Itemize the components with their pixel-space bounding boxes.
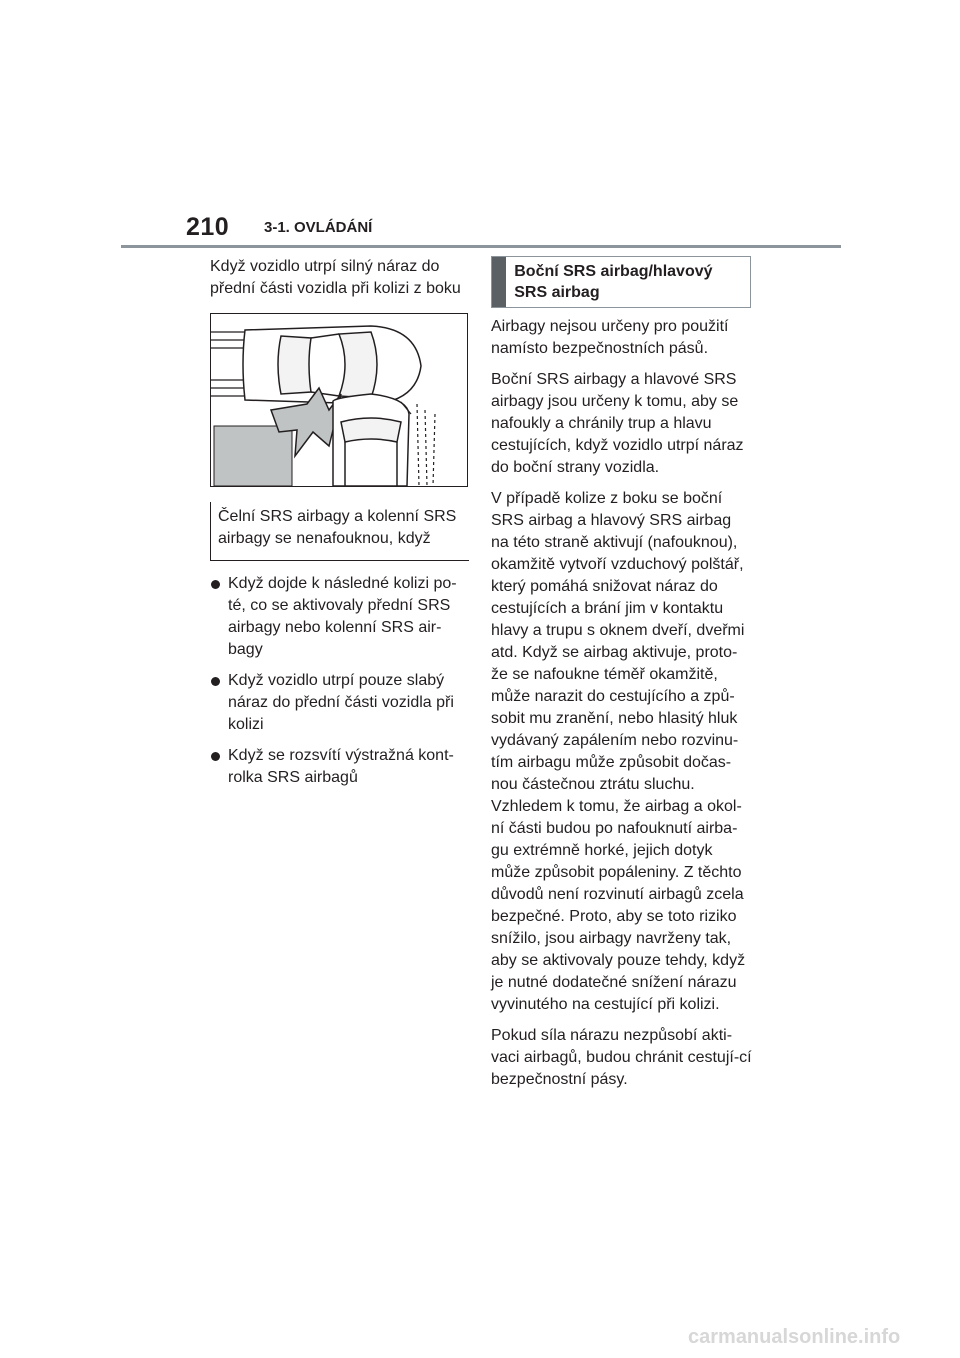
bullet-icon (211, 677, 220, 686)
note-box (210, 502, 469, 561)
note-text: Čelní SRS airbagy a kolenní SRS airbagy se nenafouknou, když (218, 508, 457, 547)
heading-accent-bar (492, 257, 506, 307)
paragraph: Boční SRS airbagy a hlavové SRS airbagy jsou určeny k tomu, aby se nafoukly a chránily trup a hlavu cestujících, když vozidlo utrpí náraz do boční strany vozidla. (491, 371, 744, 476)
page-number: 210 (186, 213, 230, 241)
list-item (210, 745, 472, 789)
side-collision-illustration (210, 313, 468, 487)
left-column (210, 256, 472, 798)
section-heading-box (491, 256, 751, 308)
list-item-text: Když vozidlo utrpí pouze slabý náraz do přední části vozidla při kolizi (228, 672, 454, 733)
car-horizontal (243, 326, 421, 404)
bullet-icon (211, 752, 220, 761)
list-item-text: Když dojde k následné kolizi po-té, co se aktivovaly přední SRS airbagy nebo kolenní SRS air-bagy (228, 575, 457, 658)
section-label: 3-1. OVLÁDÁNÍ (264, 219, 373, 236)
list-item (210, 573, 472, 661)
bullet-icon (211, 580, 220, 589)
watermark-text: carmanualsonline.info (688, 1326, 901, 1348)
list-item-text: Když se rozsvítí výstražná kont-rolka SRS airbagů (228, 747, 454, 786)
header-rule (121, 245, 841, 248)
intro-text: Když vozidlo utrpí silný náraz do přední části vozidla při kolizi z boku (210, 258, 461, 297)
car-vertical (333, 394, 409, 486)
paragraph: Airbagy nejsou určeny pro použití namísto bezpečnostních pásů. (491, 318, 729, 357)
condition-list (210, 573, 472, 789)
paragraph: V případě kolize z boku se boční SRS airbag a hlavový SRS airbag na této straně aktivují (nafouknou), okamžitě vytvoří vzduchový polštář, který pomáhá snižovat náraz do cestujících a brání jim v kontaktu hlavy a trupu s oknem dveří, dveřmi atd. Když se airbag aktivuje, proto-že se nafoukne téměř okamžitě, může narazit do cestujícího a způ-sobit mu zranění, nebo hlasitý hluk vydávaný zapálením nebo rozvinu-tím airbagu může způsobit dočas-nou částečnou ztrátu sluchu. Vzhledem k tomu, že airbag a okol-ní části budou po nafouknutí airba-gu extrémně horké, jejich dotyk může způsobit popáleniny. Z těchto důvodů není rozvinutí airbagů zcela bezpečné. Proto, aby se toto riziko snížilo, jsou airbagy navrženy tak, aby se aktivovaly pouze tehdy, když je nutné dodatečné snížení nárazu vyvinutého na cestující při kolizi. (491, 490, 746, 1013)
right-column (491, 256, 753, 1100)
section-heading: Boční SRS airbag/hlavový SRS airbag (514, 263, 713, 301)
paragraph: Pokud síla nárazu nezpůsobí akti-vaci airbagů, budou chránit cestují-cí bezpečnostní pásy. (491, 1027, 752, 1088)
list-item (210, 670, 472, 736)
